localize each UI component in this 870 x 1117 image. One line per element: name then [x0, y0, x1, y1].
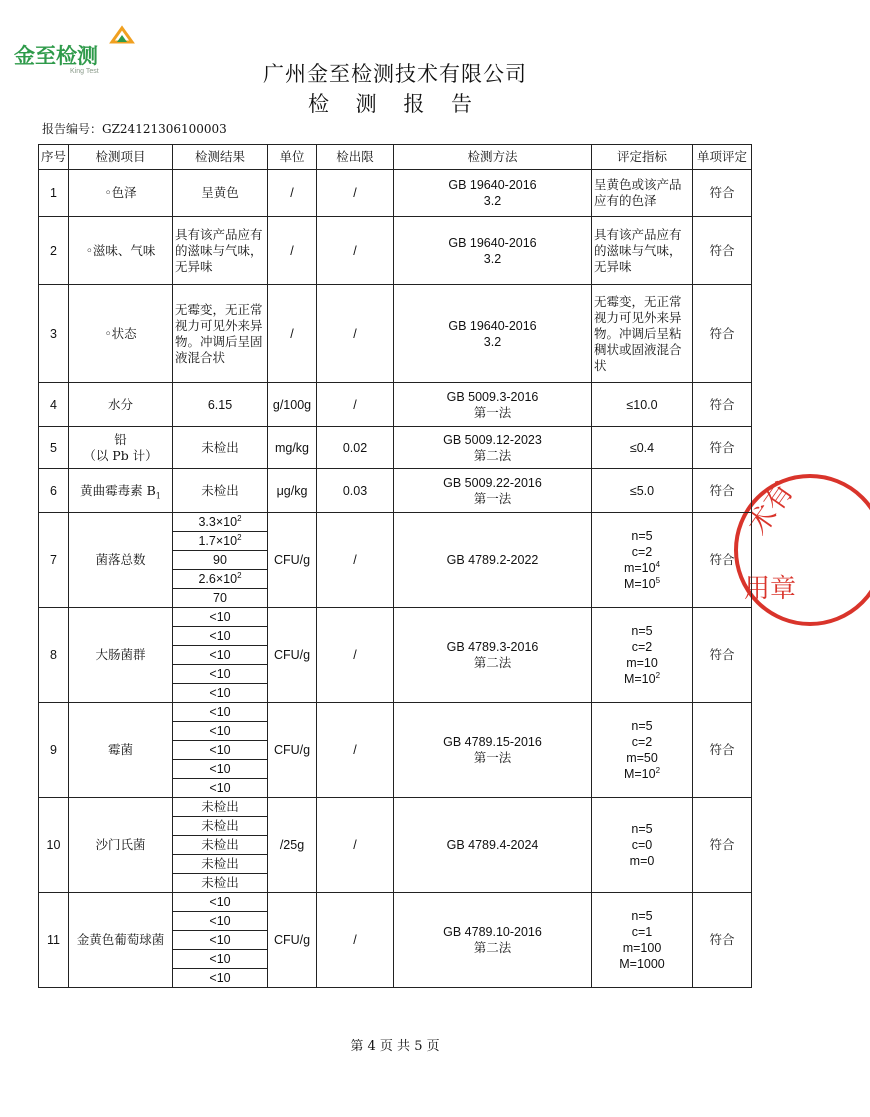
- table-row: [39, 798, 752, 817]
- table-row: [39, 608, 752, 627]
- row-result: <10: [173, 969, 268, 988]
- row-limit: /: [317, 798, 394, 893]
- row-limit: /: [317, 170, 394, 217]
- row-result: $3.3\times 10^2$: [173, 513, 268, 532]
- row-result: 未检出: [173, 836, 268, 855]
- row-no: 3: [39, 285, 69, 383]
- col-header-criterion: 评定指标: [592, 145, 693, 170]
- method-standard: GB 19640-2016: [448, 318, 537, 333]
- method-clause: 第一法: [473, 751, 512, 765]
- row-result: <10: [173, 912, 268, 931]
- table-row: [39, 217, 752, 285]
- row-limit: /: [317, 608, 394, 703]
- row-item: 霉菌: [69, 703, 173, 798]
- row-result: 呈黄色: [173, 170, 268, 217]
- row-result: <10: [173, 703, 268, 722]
- table-row: [39, 285, 752, 383]
- item-note: （以 Pb 计）: [83, 447, 158, 463]
- row-item: [69, 427, 173, 469]
- row-limit: /: [317, 217, 394, 285]
- row-criterion: [592, 893, 693, 988]
- method-clause: 第二法: [473, 941, 512, 955]
- row-no: 6: [39, 469, 69, 513]
- row-result: <10: [173, 665, 268, 684]
- row-verdict: 符合: [693, 513, 752, 608]
- col-header-verdict: 单项评定: [693, 145, 752, 170]
- criterion-line: m=100: [622, 941, 662, 955]
- row-criterion: ≤10.0: [592, 383, 693, 427]
- method-standard: GB 4789.15-2016: [443, 735, 542, 749]
- table-row: [39, 513, 752, 532]
- row-no: 11: [39, 893, 69, 988]
- criterion-line: $M=10^5$: [623, 575, 661, 591]
- col-header-unit: 单位: [268, 145, 317, 170]
- row-result: <10: [173, 893, 268, 912]
- method-standard: GB 5009.12-2023: [443, 432, 542, 447]
- row-criterion: 呈黄色或该产品应有的色泽: [592, 170, 693, 217]
- row-verdict: 符合: [693, 217, 752, 285]
- row-no: 2: [39, 217, 69, 285]
- row-method: [394, 170, 592, 217]
- criterion-line: c=2: [631, 640, 653, 654]
- item-name: 铅: [114, 431, 127, 447]
- table-row: [39, 469, 752, 513]
- row-method: [394, 513, 592, 608]
- row-criterion: 具有该产品应有的滋味与气味，无异味: [592, 217, 693, 285]
- method-standard: GB 5009.3-2016: [446, 389, 539, 404]
- row-criterion: 无霉变，无正常视力可见外来异物。冲调后呈粘稠状或固液混合状: [592, 285, 693, 383]
- micro-section: [39, 513, 752, 988]
- row-result: 具有该产品应有的滋味与气味，无异味: [173, 217, 268, 285]
- row-no: 1: [39, 170, 69, 217]
- row-limit: /: [317, 703, 394, 798]
- method-clause: 3.2: [483, 251, 502, 266]
- row-verdict: 符合: [693, 608, 752, 703]
- row-result: 未检出: [173, 817, 268, 836]
- table-row: [39, 383, 752, 427]
- row-limit: 0.03: [317, 469, 394, 513]
- col-header-result: 检测结果: [173, 145, 268, 170]
- criterion-line: c=2: [631, 735, 653, 749]
- method-clause: 3.2: [483, 194, 502, 208]
- table-row: [39, 893, 752, 912]
- row-method: [394, 469, 592, 513]
- method-standard: GB 4789.4-2024: [446, 838, 539, 852]
- row-item: [69, 469, 173, 513]
- criterion-line: c=1: [631, 925, 653, 939]
- method-clause: 第一法: [473, 491, 512, 506]
- method-clause: 第二法: [473, 656, 512, 670]
- table-row: [39, 703, 752, 722]
- row-result: 6.15: [173, 383, 268, 427]
- row-item: 菌落总数: [69, 513, 173, 608]
- row-method: [394, 383, 592, 427]
- table-header-row: [39, 145, 752, 170]
- row-unit: g/100g: [268, 383, 317, 427]
- row-method: [394, 427, 592, 469]
- logo-mark-icon: [110, 26, 134, 48]
- row-result: $1.7\times 10^2$: [173, 532, 268, 551]
- col-header-no: 序号: [39, 145, 69, 170]
- row-method: [394, 893, 592, 988]
- row-item: 大肠菌群: [69, 608, 173, 703]
- criterion-line: $m=10^4$: [623, 559, 661, 575]
- row-result: <10: [173, 931, 268, 950]
- criterion-line: c=2: [631, 545, 653, 559]
- row-item: ◦状态: [69, 285, 173, 383]
- row-result: <10: [173, 741, 268, 760]
- row-result: 未检出: [173, 427, 268, 469]
- criterion-line: m=10: [626, 656, 658, 670]
- row-verdict: 符合: [693, 798, 752, 893]
- row-unit: mg/kg: [268, 427, 317, 469]
- row-no: 10: [39, 798, 69, 893]
- logo-text: 金至检测: [14, 44, 98, 68]
- row-result: <10: [173, 646, 268, 665]
- row-method: [394, 608, 592, 703]
- row-result: 未检出: [173, 798, 268, 817]
- logo-subtext: King Test: [70, 68, 99, 75]
- table-row: [39, 170, 752, 217]
- col-header-limit: 检出限: [317, 145, 394, 170]
- row-limit: /: [317, 285, 394, 383]
- row-verdict: 符合: [693, 427, 752, 469]
- row-limit: /: [317, 513, 394, 608]
- col-header-method: 检测方法: [394, 145, 592, 170]
- page-footer: 第 4 页 共 5 页: [350, 1039, 440, 1054]
- row-item: 沙门氏菌: [69, 798, 173, 893]
- criterion-line: M=1000: [619, 957, 665, 971]
- row-verdict: 符合: [693, 893, 752, 988]
- row-result: 未检出: [173, 874, 268, 893]
- criterion-line: n=5: [631, 529, 653, 543]
- row-unit: CFU/g: [268, 608, 317, 703]
- row-criterion: [592, 513, 693, 608]
- row-verdict: 符合: [693, 703, 752, 798]
- svg-text:术有: 术有: [740, 475, 800, 541]
- criterion-line: $M=10^2$: [623, 765, 661, 781]
- row-method: [394, 285, 592, 383]
- method-standard: GB 4789.3-2016: [446, 640, 539, 654]
- table-row: [39, 427, 752, 469]
- row-unit: CFU/g: [268, 893, 317, 988]
- row-result: 90: [173, 551, 268, 570]
- row-no: 5: [39, 427, 69, 469]
- row-method: [394, 798, 592, 893]
- row-verdict: 符合: [693, 469, 752, 513]
- report-title: 检 测 报 告: [307, 92, 483, 116]
- row-verdict: 符合: [693, 285, 752, 383]
- row-limit: 0.02: [317, 427, 394, 469]
- row-result: <10: [173, 608, 268, 627]
- row-no: 9: [39, 703, 69, 798]
- report-number: 报告编号：GZ24121306100003: [42, 122, 227, 136]
- row-result: <10: [173, 684, 268, 703]
- row-criterion: ≤0.4: [592, 427, 693, 469]
- row-verdict: 符合: [693, 170, 752, 217]
- row-result: $2.6\times 10^2$: [173, 570, 268, 589]
- method-standard: GB 19640-2016: [448, 178, 537, 192]
- row-no: 4: [39, 383, 69, 427]
- criterion-line: c=0: [631, 838, 653, 852]
- row-item: 水分: [69, 383, 173, 427]
- row-unit: /: [268, 285, 317, 383]
- criterion-line: $M=10^2$: [623, 670, 661, 686]
- row-verdict: 符合: [693, 383, 752, 427]
- row-item: 金黄色葡萄球菌: [69, 893, 173, 988]
- item-name: 黄曲霉毒素 B: [80, 482, 156, 498]
- row-result: 无霉变，无正常视力可见外来异物。冲调后呈固液混合状: [173, 285, 268, 383]
- criterion-line: n=5: [631, 624, 653, 638]
- method-standard: GB 4789.10-2016: [443, 925, 542, 939]
- row-result: 70: [173, 589, 268, 608]
- criterion-line: n=5: [631, 822, 653, 836]
- row-limit: /: [317, 893, 394, 988]
- criterion-line: m=0: [629, 854, 655, 868]
- col-header-item: 检测项目: [69, 145, 173, 170]
- criterion-line: n=5: [631, 719, 653, 733]
- row-criterion: [592, 703, 693, 798]
- criterion-line: n=5: [631, 909, 653, 923]
- row-result: <10: [173, 950, 268, 969]
- row-result: <10: [173, 779, 268, 798]
- row-criterion: ≤5.0: [592, 469, 693, 513]
- test-results-table: [38, 144, 752, 988]
- row-result: <10: [173, 627, 268, 646]
- method-clause: 第一法: [473, 405, 512, 420]
- company-name: 广州金至检测技术有限公司: [263, 62, 527, 86]
- row-unit: /: [268, 170, 317, 217]
- item-subscript: 1: [155, 491, 161, 500]
- row-item: ◦滋味、气味: [69, 217, 173, 285]
- row-result: 未检出: [173, 855, 268, 874]
- svg-text:用章: 用章: [744, 574, 797, 604]
- method-clause: 3.2: [483, 334, 502, 349]
- method-standard: GB 5009.22-2016: [443, 475, 542, 490]
- row-result: 未检出: [173, 469, 268, 513]
- method-standard: GB 19640-2016: [448, 235, 537, 250]
- row-result: <10: [173, 760, 268, 779]
- row-criterion: [592, 798, 693, 893]
- row-method: [394, 217, 592, 285]
- row-item: ◦色泽: [69, 170, 173, 217]
- row-result: <10: [173, 722, 268, 741]
- row-unit: /: [268, 217, 317, 285]
- row-unit: CFU/g: [268, 703, 317, 798]
- method-clause: 第二法: [473, 448, 512, 463]
- row-method: [394, 703, 592, 798]
- criterion-line: m=50: [626, 751, 658, 765]
- row-unit: μg/kg: [268, 469, 317, 513]
- row-no: 7: [39, 513, 69, 608]
- row-unit: /25g: [268, 798, 317, 893]
- row-unit: CFU/g: [268, 513, 317, 608]
- row-criterion: [592, 608, 693, 703]
- method-standard: GB 4789.2-2022: [446, 553, 539, 567]
- row-no: 8: [39, 608, 69, 703]
- row-limit: /: [317, 383, 394, 427]
